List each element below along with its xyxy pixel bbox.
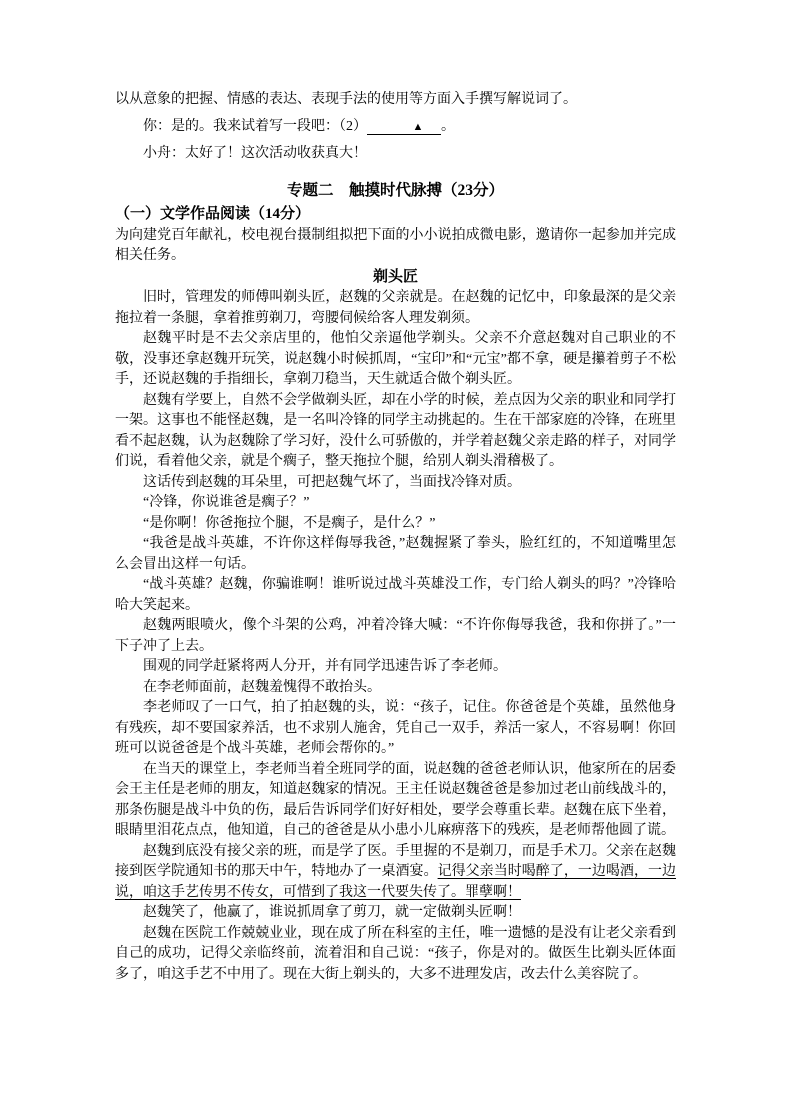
story-paragraph-underlined-text: 记得父亲当时喝醉了，一边喝酒，一边说，咱这手艺传男不传女，可惜到了我这一代要失传了。罪孽啊！ (115, 864, 677, 900)
story-paragraph: 赵魏在医院工作兢兢业业，现在成了所在科室的主任，唯一遗憾的是没有让老父亲看到自己的成功，记得父亲临终前，流着泪和自己说：“孩子，你是对的。做医生比剃头匠体面多了，咱这手艺不中用了。现在大街上剃头的，大多不进理发店，改去什么美容院了。 (115, 925, 676, 982)
story-paragraph: 这话传到赵魏的耳朵里，可把赵魏气坏了，当面找冷锋对质。 (143, 474, 521, 490)
story-paragraph: 赵魏有学要上，自然不会学做剃头匠，却在小学的时候，差点因为父亲的职业和同学打一架。这事也不能怪赵魏，是一名叫冷锋的同学主动挑起的。生在干部家庭的冷锋，在班里看不起赵魏，认为赵魏除了学习好，没什么可骄傲的，并学着赵魏父亲走路的样子，对同学们说，看着他父亲，就是个瘸子，整天拖拉个腿，给别人剃头滑稽极了。 (115, 392, 676, 469)
task-intro: 为向建党百年献礼，校电视台摄制组拟把下面的小小说拍成微电影，邀请你一起参加并完成相关任务。 (115, 228, 676, 263)
story-paragraph: 旧时，管理发的师傅叫剃头匠，赵魏的父亲就是。在赵魏的记忆中，印象最深的是父亲拖拉着一条腿，拿着推剪剃刀，弯腰伺候给客人理发剃须。 (115, 290, 676, 326)
story-body (115, 288, 676, 985)
story-paragraph: 李老师叹了一口气，拍了拍赵魏的头，说：“孩子，记住。你爸爸是个英雄，虽然他身有残疾，却不要国家养活，也不求别人施舍，凭自己一双手，养活一家人，不容易啊！你回班可以说爸爸是个战斗英雄，老师会帮你的。” (115, 700, 676, 756)
dialogue-you-line (115, 113, 676, 140)
dialogue-section (115, 86, 676, 167)
dialogue-you-suffix: 。 (441, 119, 455, 134)
story-paragraph-dialogue: “我爸是战斗英雄，不许你这样侮辱我爸，”赵魏握紧了拳头，脸红红的，不知道嘴里怎么会冒出这样一句话。 (115, 536, 676, 572)
story-paragraph: 赵魏两眼喷火，像个斗架的公鸡，冲着冷锋大喊：“不许你侮辱我爸，我和你拼了。”一下子冲了上去。 (115, 618, 676, 654)
dialogue-xiaozhou-line: 小舟：太好了！这次活动收获真大！ (143, 146, 367, 161)
story-paragraph-with-underline (115, 842, 676, 904)
subsection-heading: （一）文学作品阅读（14分） (115, 206, 311, 222)
story-paragraph: 赵魏平时是不去父亲店里的，他怕父亲逼他学剃头。父亲不介意赵魏对自己职业的不敬，没事还拿赵魏开玩笑，说赵魏小时候抓周，“宝印”和“元宝”都不拿，硬是攥着剪子不松手，还说赵魏的手指细长，拿剃刀稳当，天生就适合做个剃头匠。 (115, 331, 676, 387)
dialogue-you-prefix: 你：是的。我来试着写一段吧：（2） (143, 119, 367, 134)
story-paragraph: 在李老师面前，赵魏羞愧得不敢抬头。 (143, 679, 381, 695)
story-paragraph: 赵魏笑了，他赢了，谁说抓周拿了剪刀，就一定做剃头匠啊！ (143, 905, 521, 920)
answer-blank (367, 120, 441, 135)
story-title: 剃头匠 (372, 269, 418, 285)
blank-triangle-marker: ▲ (412, 121, 424, 133)
story-paragraph: 在当天的课堂上，李老师当着全班同学的面，说赵魏的爸爸老师认识，他家所在的居委会王主任是老师的朋友，知道赵魏家的情况。王主任说赵魏爸爸是参加过老山前线战斗的，那条伤腿是战斗中负的伤，最后告诉同学们好好相处，要学会尊重长辈。赵魏在底下坐着，眼睛里泪花点点，他知道，自己的爸爸是从小患小儿麻痹落下的残疾，是老师帮他圆了谎。 (115, 761, 676, 838)
story-paragraph-normal-text: 赵魏到底没有接父亲的班，而是学了医。手里握的不是剃刀，而是手术刀。父亲在赵魏接到医学院通知书的那天中午，特地办了一桌酒宴。 (115, 843, 676, 879)
story-paragraph-dialogue: “是你啊！你爸拖拉个腿，不是瘸子，是什么？” (143, 515, 436, 531)
topic-heading: 专题二 触摸时代脉搏（23分） (286, 182, 504, 199)
story-paragraph: 围观的同学赶紧将两人分开，并有同学迅速告诉了李老师。 (143, 659, 507, 674)
story-paragraph-dialogue: “冷锋，你说谁爸是瘸子？” (143, 495, 310, 510)
story-paragraph-dialogue: “战斗英雄？赵魏，你骗谁啊！谁听说过战斗英雄没工作，专门给人剃头的吗？”冷锋哈哈大笑起来。 (115, 577, 676, 613)
continuation-line: 以从意象的把握、情感的表达、表现手法的使用等方面入手撰写解说词了。 (115, 92, 577, 107)
